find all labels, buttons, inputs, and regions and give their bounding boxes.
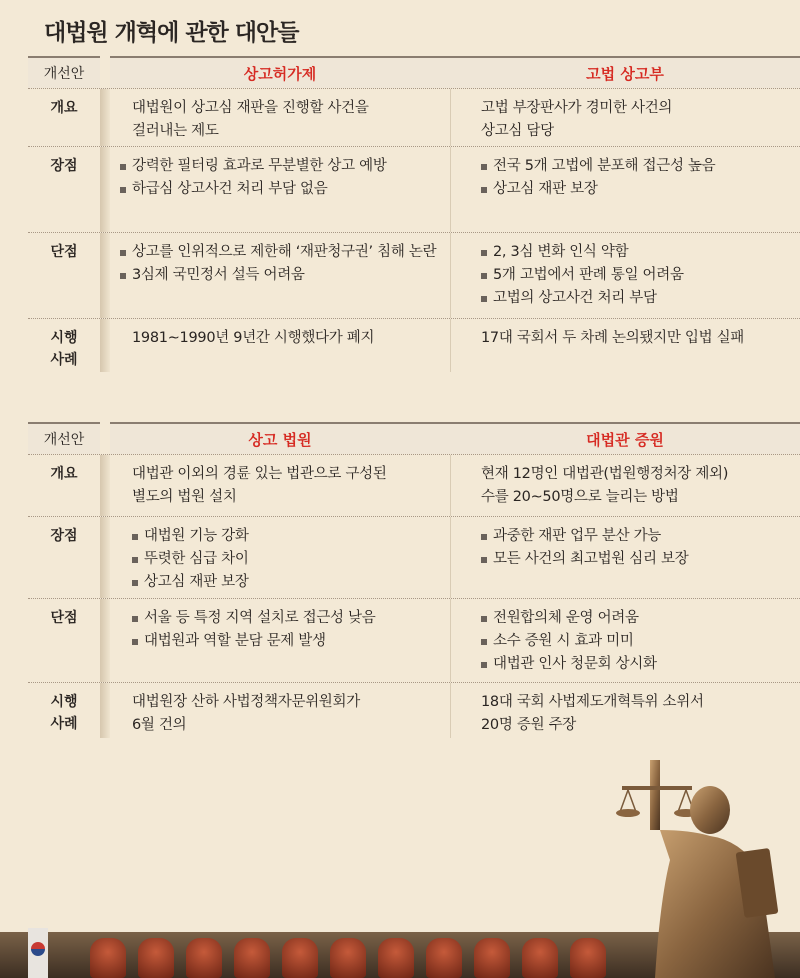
page-title: 대법원 개혁에 관한 대안들 xyxy=(44,20,299,46)
list-item: 전국 5개 고법에 분포해 접근성 높음 xyxy=(481,155,800,178)
column-title-2: 고법 상고부 xyxy=(450,56,800,88)
table-row-overview xyxy=(28,454,800,516)
chair-image xyxy=(522,938,558,978)
table-row-pros xyxy=(28,516,800,598)
list-item: 서울 등 특정 지역 설치로 접근성 낮음 xyxy=(132,607,450,630)
list-item: 3심제 국민정서 설득 어려움 xyxy=(120,264,450,287)
cell-cons-2 xyxy=(450,233,800,318)
flag-icon xyxy=(28,928,48,978)
row-label: 시행 사례 xyxy=(50,330,78,368)
list-item: 과중한 재판 업무 분산 가능 xyxy=(481,525,800,548)
reform-table-1 xyxy=(28,56,800,372)
list-item: 고법의 상고사건 처리 부담 xyxy=(481,287,800,310)
row-label: 단점 xyxy=(50,244,78,260)
chair-image xyxy=(282,938,318,978)
chair-image xyxy=(426,938,462,978)
cell-pros-1 xyxy=(110,517,450,598)
column-title-2: 대법관 증원 xyxy=(450,422,800,454)
row-label: 개요 xyxy=(50,100,78,116)
header-label: 개선안 xyxy=(28,422,100,454)
list-item: 소수 증원 시 효과 미미 xyxy=(481,630,800,653)
row-label: 장점 xyxy=(50,158,78,174)
chair-image xyxy=(186,938,222,978)
row-label: 장점 xyxy=(50,528,78,544)
row-label: 단점 xyxy=(50,610,78,626)
chair-image xyxy=(234,938,270,978)
list-item: 5개 고법에서 판례 통일 어려움 xyxy=(481,264,800,287)
list-item: 2, 3심 변화 인식 약함 xyxy=(481,241,800,264)
row-label: 시행 사례 xyxy=(50,694,78,732)
reform-table-2 xyxy=(28,422,800,738)
cell-cons-2 xyxy=(450,599,800,682)
table-row-pros xyxy=(28,146,800,232)
chair-image xyxy=(474,938,510,978)
list-item: 뚜렷한 심급 차이 xyxy=(132,548,450,571)
cell-history-1: 1981∼1990년 9년간 시행했다가 폐지 xyxy=(132,330,375,346)
cell-pros-2 xyxy=(450,517,800,598)
list-item: 대법관 인사 청문회 상시화 xyxy=(481,653,800,676)
column-title-1: 상고허가제 xyxy=(110,56,450,88)
table-row-overview xyxy=(28,88,800,146)
row-label: 개요 xyxy=(50,466,78,482)
list-item: 대법원 기능 강화 xyxy=(132,525,450,548)
table-row-cons xyxy=(28,598,800,682)
list-item: 상고를 인위적으로 제한해 ‘재판청구권’ 침해 논란 xyxy=(120,241,450,264)
cell-history-2: 17대 국회서 두 차례 논의됐지만 입법 실패 xyxy=(450,319,800,372)
chair-image xyxy=(90,938,126,978)
table-header xyxy=(28,56,800,88)
cell-overview-2: 현재 12명인 대법관(법원행정처장 제외) 수를 20∼50명으로 늘리는 방법 xyxy=(450,455,800,516)
list-item: 대법원과 역할 분담 문제 발생 xyxy=(132,630,450,653)
chair-image xyxy=(378,938,414,978)
cell-cons-1 xyxy=(110,599,450,682)
table-row-history xyxy=(28,682,800,738)
cell-history-1: 대법원장 산하 사법정책자문위원회가 6월 건의 xyxy=(132,694,360,733)
table-row-history xyxy=(28,318,800,372)
cell-overview-1: 대법원이 상고심 재판을 진행할 사건을 걸러내는 제도 xyxy=(132,100,369,139)
list-item: 상고심 재판 보장 xyxy=(132,571,450,594)
justice-statue-icon xyxy=(600,750,800,978)
cell-pros-2 xyxy=(450,147,800,232)
table-row-cons xyxy=(28,232,800,318)
list-item: 상고심 재판 보장 xyxy=(481,178,800,201)
cell-cons-1 xyxy=(110,233,450,318)
cell-overview-1: 대법관 이외의 경륜 있는 법관으로 구성된 별도의 법원 설치 xyxy=(132,466,387,505)
table-header xyxy=(28,422,800,454)
chair-image xyxy=(330,938,366,978)
column-title-1: 상고 법원 xyxy=(110,422,450,454)
cell-pros-1 xyxy=(110,147,450,232)
list-item: 강력한 필터링 효과로 무분별한 상고 예방 xyxy=(120,155,450,178)
header-label: 개선안 xyxy=(28,56,100,88)
courtroom-illustration xyxy=(0,750,800,978)
list-item: 모든 사건의 최고법원 심리 보장 xyxy=(481,548,800,571)
cell-overview-2: 고법 부장판사가 경미한 사건의 상고심 담당 xyxy=(450,89,800,146)
chair-image xyxy=(138,938,174,978)
list-item: 전원합의체 운영 어려움 xyxy=(481,607,800,630)
cell-history-2: 18대 국회 사법제도개혁특위 소위서 20명 증원 주장 xyxy=(450,683,800,738)
list-item: 하급심 상고사건 처리 부담 없음 xyxy=(120,178,450,201)
